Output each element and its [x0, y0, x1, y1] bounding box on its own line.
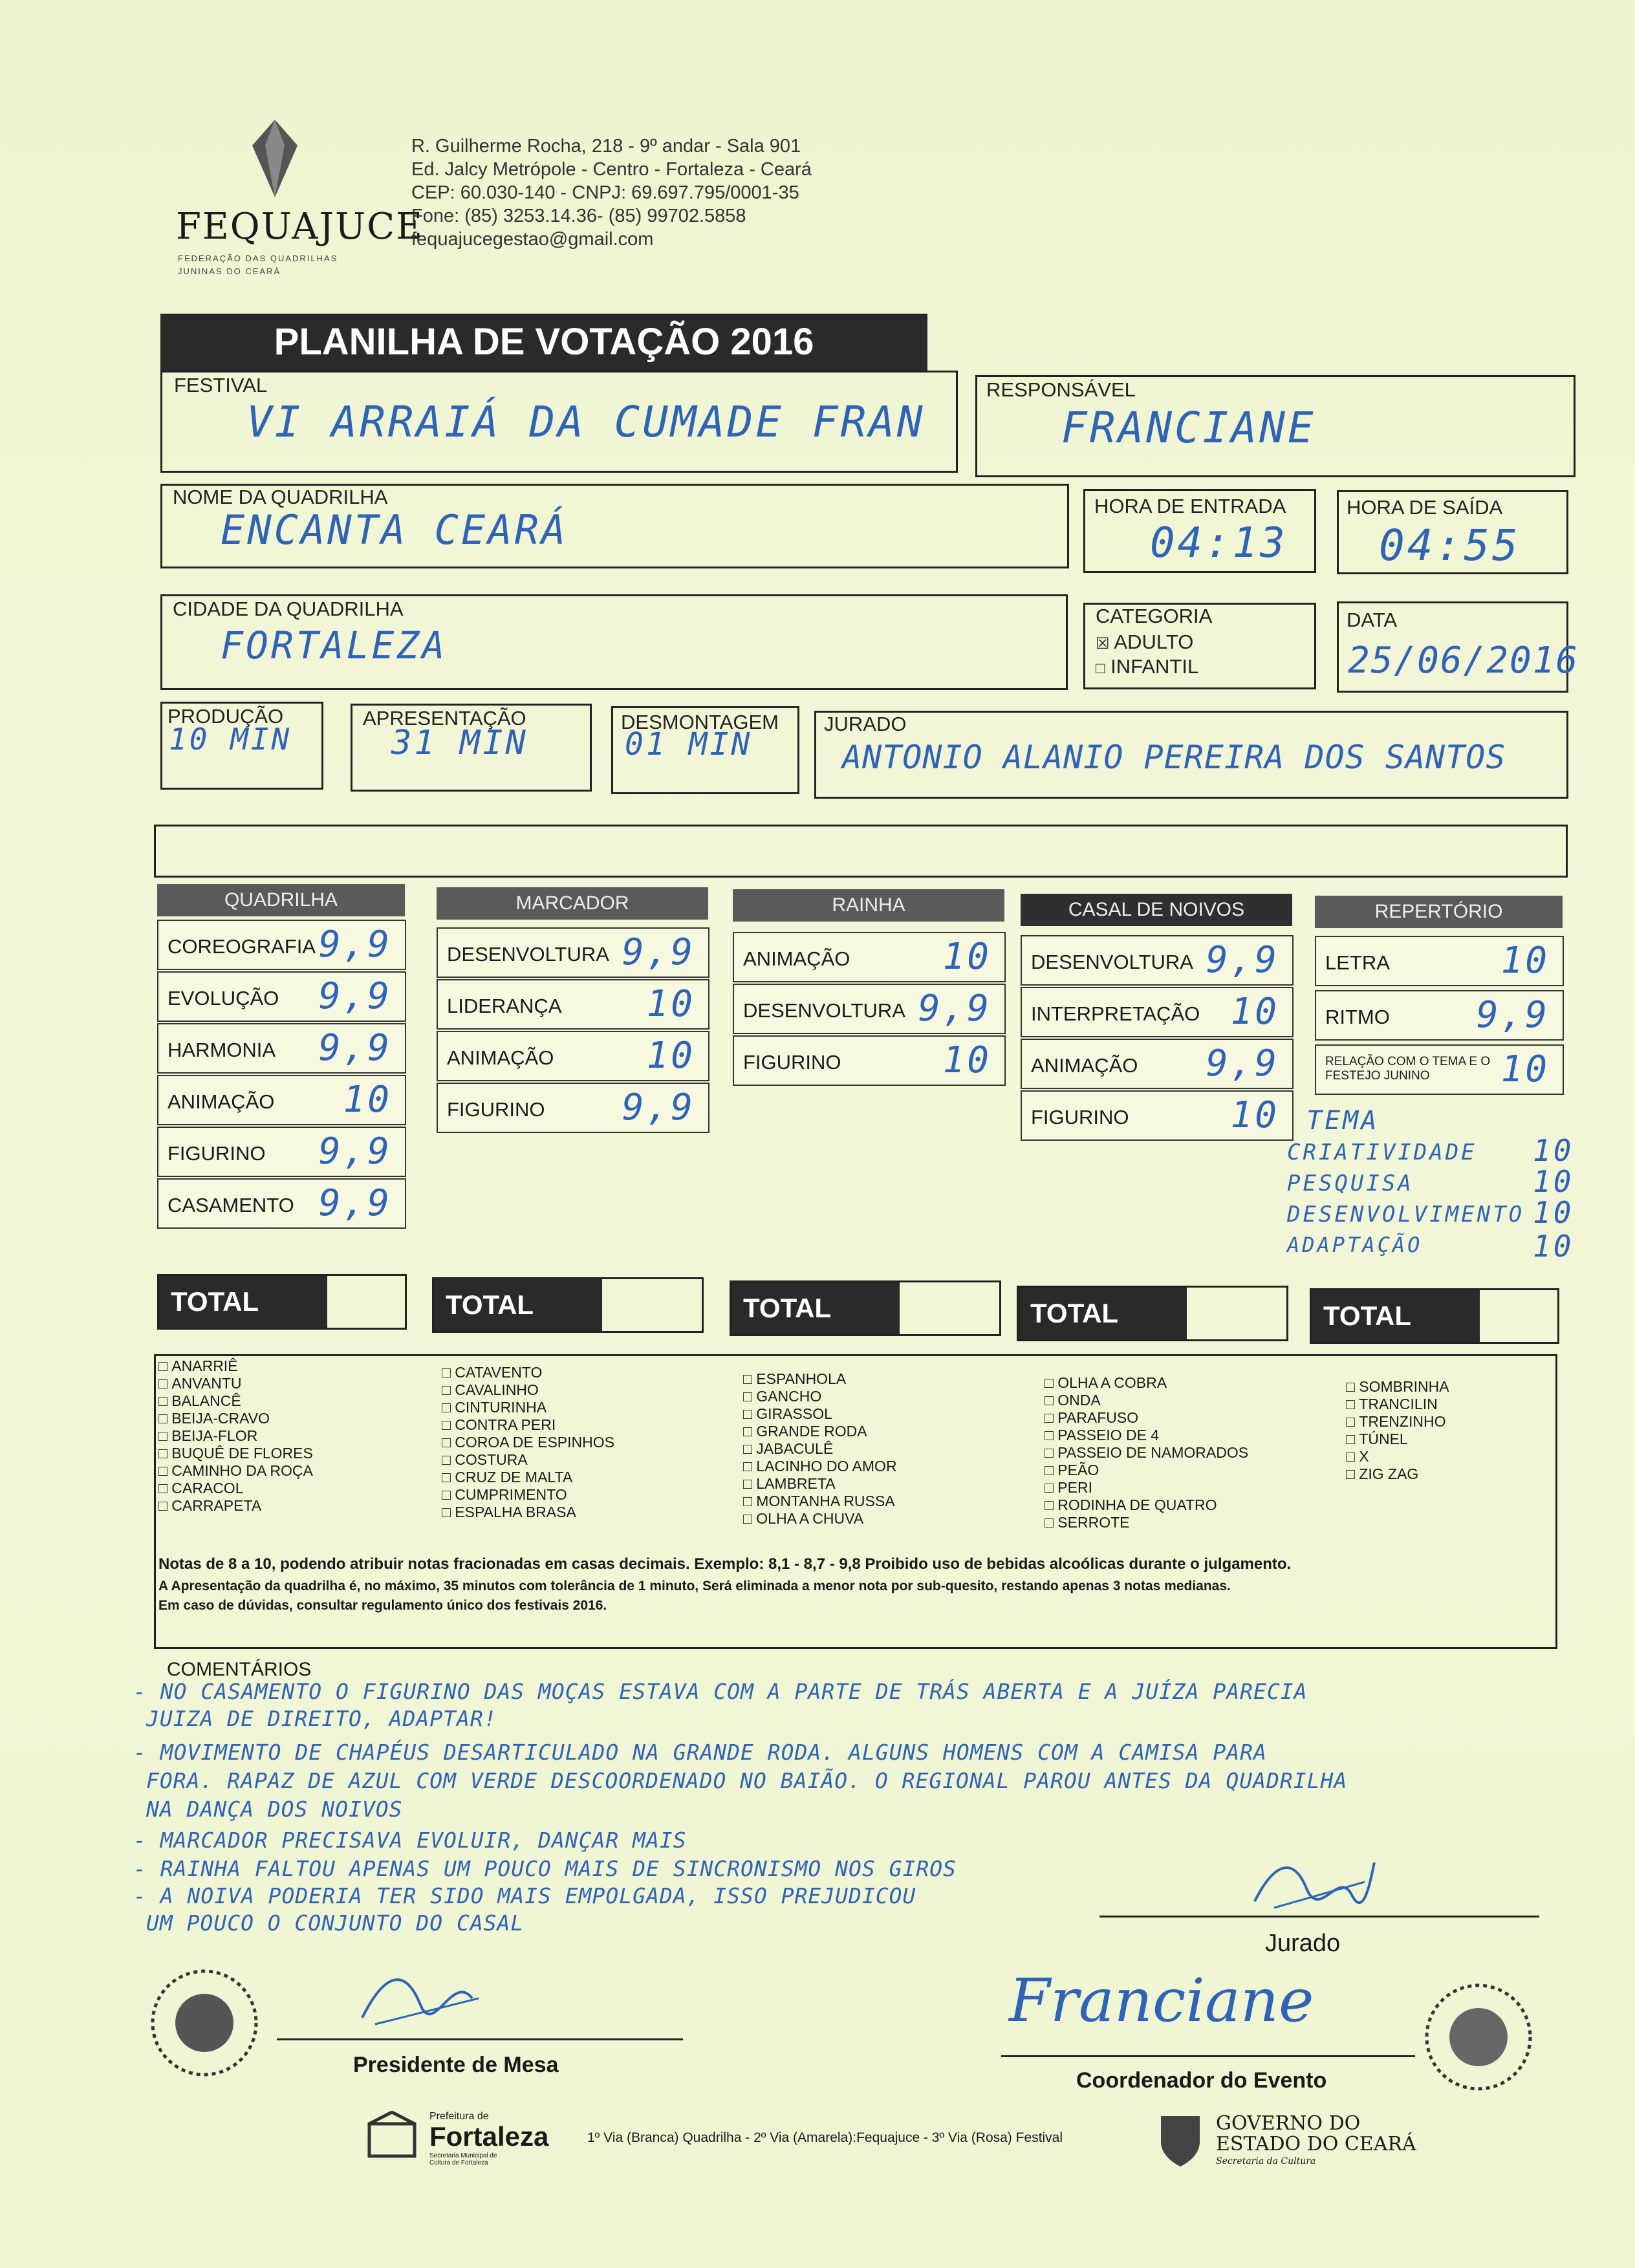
score-row[interactable]: LETRA 10	[1315, 936, 1564, 986]
coordenador-signature-line	[1001, 2055, 1415, 2057]
jurado-field[interactable]: JURADO ANTONIO ALANIO PEREIRA DOS SANTOS	[814, 711, 1568, 799]
coordenador-caption: Coordenador do Evento	[1076, 2068, 1327, 2093]
movements-col-3: □ ESPANHOLA □ GANCHO □ GIRASSOL □ GRANDE RODA □ JABACULÊ □ LACINHO DO AMOR □ LAMBRETA □ MONTANHA RUSSA □ OLHA A CHUVA	[743, 1370, 897, 1528]
jurado-signature	[1248, 1850, 1378, 1921]
org-subtitle-2: JUNINAS DO CEARÁ	[178, 266, 281, 276]
movements-col-5: □ SOMBRINHA □ TRANCILIN □ TRENZINHO □ TÚNEL □ X □ ZIG ZAG	[1346, 1378, 1449, 1483]
categoria-infantil-checkbox[interactable]: □ INFANTIL	[1096, 655, 1199, 678]
note-2: A Apresentação da quadrilha é, no máximo, 35 minutos com tolerância de 1 minuto, Será eliminada a menor nota por sub-quesito, restando apenas 3 notas medianas.	[158, 1579, 1231, 1593]
fequajuce-logo-icon	[252, 120, 298, 197]
total-rainha[interactable]: TOTAL	[730, 1280, 1001, 1336]
total-quadrilha[interactable]: TOTAL	[157, 1274, 407, 1330]
voting-sheet: FEQUAJUCE FEDERAÇÃO DAS QUADRILHAS JUNINAS DO CEARÁ R. Guilherme Rocha, 218 - 9º andar - Sala 901 Ed. Jalcy Metrópole - Centro - Fortaleza - Ceará CEP: 60.030-140 - CNPJ: 69.697.795/0001-35 Fone: (85) 3253.14.36- (85) 99702.5858 fequajucegestao@gmail.com PLANILHA DE VOTAÇÃO 2016 FESTIVAL VI ARRAIÁ DA CUMADE FRAN RESPONSÁVEL FRANCIANE NOME DA QUADRILHA ENCANTA CEARÁ HORA DE ENTRADA 04:13 HORA DE SAÍDA 04:55 CIDADE DA QUADRILHA FORTALEZA CATEGORIA ☒ ADULTO □ INFANTIL DATA 25/06/2016 PRODUÇÃO 10 MIN APRESENTAÇÃO 31 MIN DESMONTAGEM 01 MIN JURADO ANTONIO ALANIO PEREIRA DOS SANTOS QUADRILHA COREOGRAFIA 9,9 EVOLUÇÃO 9,9 HARMONIA 9,9 ANIMAÇÃO 10 FIGURINO 9,9 CASAMENTO 9,9 MARCADOR DESENVOLTURA 9,9 LIDERANÇA 10 ANIMAÇÃO 10 FIGURINO 9,9 RAINHA ANIMAÇÃO 10 DESENVOLTURA 9,9 FIGURINO 10 CASAL DE NOIVOS DESENVOLTURA 9,9 INTERPRETAÇÃO 10 ANIMAÇÃO 9,9 FIGURINO 10 REPERTÓRIO LETRA 10 RITMO 9,9 RELAÇÃO COM O TEMA E O FESTEJO JUNINO 10 TEMA CRIATIVIDADE 10 PESQUISA 10 DESENVOLVIMENTO 10 ADAPTAÇÃO 10 TOTAL TOTAL TOTAL TOTAL TOTAL □ ANARRIÊ □ ANVANTU □ BALANCÊ □ BEIJA-CRAVO □ BEIJA-FLOR □ BUQUÊ DE FLORES □ CAMINHO DA ROÇA □ CARACOL □ CARRAPETA □ CATAVENTO □ CAVALINHO □ CINTURINHA □ CONTRA PERI □ COROA DE ESPINHOS □ COSTURA □ CRUZ DE MALTA □ CUMPRIMENTO □ ESPALHA BRASA □ ESPANHOLA □ GANCHO □ GIRASSOL □ GRANDE RODA □ JABACULÊ □ LACINHO DO AMOR □ LAMBRETA □ MONTANHA RUSSA □ OLHA A CHUVA □ OLHA A COBRA □ ONDA □ PARAFUSO □ PASSEIO DE 4 □ PASSEIO DE NAMORADOS □ PEÃO □ PERI □ RODINHA DE QUATRO □ SERROTE □ SOMBRINHA □ TRANCILIN □ TRENZINHO □ TÚNEL □ X □ ZIG ZAG Notas de 8 a 10, podendo atribuir notas fracionadas em casas decimais. Exemplo: 8,1 - 8,7 - 9,8 Proibido uso de bebidas alcoólicas durante o julgamento. A Apresentação da quadrilha é, no máximo, 35 minutos com tolerância de 1 minuto, Será eliminada a menor nota por sub-quesito, restando apenas 3 notas medianas. Em caso de dúvidas, consultar regulamento único dos festivais 2016. COMENTÁRIOS - NO CASAMENTO O FIGURINO DAS MOÇAS ESTAVA COM A PARTE DE TRÁS ABERTA E A JUÍZA PARECIA JUIZA DE DIREITO, ADAPTAR! - MOVIMENTO DE CHAPÉUS DESARTICULADO NA GRANDE RODA. ALGUNS HOMENS COM A CAMISA PARA FORA. RAPAZ DE AZUL COM VERDE DESCOORDENADO NO BAIÃO. O REGIONAL PAROU ANTES DA QUADRILHA NA DANÇA DOS NOIVOS - MARCADOR PRECISAVA EVOLUIR, DANÇAR MAIS - RAINHA FALTOU APENAS UM POUCO MAIS DE SINCRONISMO NOS GIROS - A NOIVA PODERIA TER SIDO MAIS EMPOLGADA, ISSO PREJUDICOU UM POUCO O CONJUNTO DO CASAL Jurado Presidente de Mesa Franciane Coordenador do Evento Prefeitura de Fortaleza Secretaria Municipal de Cultura de Fortaleza 1º Via (Branca) Quadrilha - 2º Via (Amarela):Fequajuce - 3º Via (Rosa) Festival GOVERNO DO ESTADO DO CEARÁ Secretaria da Cultura	[0, 0, 1635, 2268]
prefeitura-sub: Secretaria Municipal de Cultura de Fortaleza	[429, 2152, 497, 2166]
score-row[interactable]: EVOLUÇÃO 9,9	[157, 971, 406, 1022]
prefeitura-emblem-icon	[360, 2111, 424, 2163]
total-repertorio[interactable]: TOTAL	[1310, 1288, 1559, 1344]
jurado-caption: Jurado	[1265, 1930, 1341, 1957]
gov-line-3: Secretaria da Cultura	[1216, 2156, 1316, 2166]
data-field[interactable]: DATA 25/06/2016	[1337, 601, 1568, 693]
presidente-caption: Presidente de Mesa	[353, 2053, 559, 2077]
total-casal-de-noivos[interactable]: TOTAL	[1017, 1286, 1288, 1341]
score-row[interactable]: ANIMAÇÃO 10	[157, 1075, 406, 1125]
categoria-adulto-checkbox[interactable]: ☒ ADULTO	[1096, 631, 1194, 653]
producao-field[interactable]: PRODUÇÃO 10 MIN	[160, 702, 323, 790]
movements-col-1: □ ANARRIÊ □ ANVANTU □ BALANCÊ □ BEIJA-CRAVO □ BEIJA-FLOR □ BUQUÊ DE FLORES □ CAMINHO DA ROÇA □ CARACOL □ CARRAPETA	[158, 1357, 313, 1515]
quadrilha-name-field[interactable]: NOME DA QUADRILHA ENCANTA CEARÁ	[160, 484, 1069, 568]
page-title: PLANILHA DE VOTAÇÃO 2016	[160, 314, 927, 371]
score-row[interactable]: DESENVOLTURA 9,9	[733, 984, 1006, 1034]
categoria-field[interactable]: CATEGORIA ☒ ADULTO □ INFANTIL	[1083, 603, 1316, 689]
checkbox-checked-icon: ☒	[1096, 635, 1110, 653]
score-row[interactable]: COREOGRAFIA 9,9	[157, 920, 406, 970]
score-row[interactable]: DESENVOLTURA 9,9	[1021, 935, 1294, 986]
confebraq-seal-icon	[146, 1965, 263, 2081]
unej-seal-icon	[1420, 1979, 1537, 2095]
score-row[interactable]: HARMONIA 9,9	[157, 1023, 406, 1074]
score-row[interactable]: ANIMAÇÃO 10	[733, 932, 1006, 982]
score-row[interactable]: RELAÇÃO COM O TEMA E O FESTEJO JUNINO 10	[1315, 1044, 1564, 1095]
responsavel-field[interactable]: RESPONSÁVEL FRANCIANE	[975, 375, 1575, 477]
copies-note: 1º Via (Branca) Quadrilha - 2º Via (Amarela):Fequajuce - 3º Via (Rosa) Festival	[587, 2130, 1063, 2145]
movements-box	[154, 1354, 1557, 1649]
org-subtitle-1: FEDERAÇÃO DAS QUADRILHAS	[178, 254, 338, 263]
score-row[interactable]: LIDERANÇA 10	[437, 979, 709, 1030]
presidente-signature	[349, 1960, 492, 2037]
festival-field[interactable]: FESTIVAL VI ARRAIÁ DA CUMADE FRAN	[160, 371, 958, 473]
score-row[interactable]: ANIMAÇÃO 10	[437, 1031, 709, 1081]
score-row[interactable]: CASAMENTO 9,9	[157, 1178, 406, 1229]
org-name: FEQUAJUCE	[176, 206, 424, 248]
score-row[interactable]: FIGURINO 10	[733, 1035, 1006, 1086]
gov-line-1: GOVERNO DO	[1216, 2112, 1361, 2135]
score-row[interactable]: ANIMAÇÃO 9,9	[1021, 1039, 1294, 1089]
apresentacao-field[interactable]: APRESENTAÇÃO 31 MIN	[351, 704, 592, 792]
checkbox-icon: □	[1096, 660, 1105, 677]
note-3: Em caso de dúvidas, consultar regulamento único dos festivais 2016.	[158, 1598, 607, 1613]
cidade-field[interactable]: CIDADE DA QUADRILHA FORTALEZA	[160, 594, 1068, 690]
blank-row	[154, 825, 1568, 878]
score-row[interactable]: FIGURINO 9,9	[157, 1127, 406, 1177]
movements-col-2: □ CATAVENTO □ CAVALINHO □ CINTURINHA □ CONTRA PERI □ COROA DE ESPINHOS □ COSTURA □ CRUZ DE MALTA □ CUMPRIMENTO □ ESPALHA BRASA	[442, 1364, 614, 1521]
desmontagem-field[interactable]: DESMONTAGEM 01 MIN	[611, 706, 799, 794]
score-row[interactable]: INTERPRETAÇÃO 10	[1021, 987, 1294, 1037]
gov-line-2: ESTADO DO CEARÁ	[1216, 2133, 1416, 2155]
movements-col-4: □ OLHA A COBRA □ ONDA □ PARAFUSO □ PASSEIO DE 4 □ PASSEIO DE NAMORADOS □ PEÃO □ PERI □ RODINHA DE QUATRO □ SERROTE	[1045, 1374, 1248, 1531]
org-address: R. Guilherme Rocha, 218 - 9º andar - Sala 901 Ed. Jalcy Metrópole - Centro - Fortaleza - Ceará CEP: 60.030-140 - CNPJ: 69.697.795/0001-35 Fone: (85) 3253.14.36- (85) 99702.5858 fequajucegestao@gmail.com	[411, 136, 812, 250]
score-row[interactable]: RITMO 9,9	[1315, 990, 1564, 1041]
total-marcador[interactable]: TOTAL	[432, 1277, 704, 1333]
score-row[interactable]: FIGURINO 10	[1021, 1090, 1294, 1141]
prefeitura-name: Fortaleza	[429, 2121, 549, 2152]
comentarios-label: COMENTÁRIOS	[167, 1659, 312, 1680]
prefeitura-small: Prefeitura de	[429, 2111, 489, 2122]
note-1: Notas de 8 a 10, podendo atribuir notas fracionadas em casas decimais. Exemplo: 8,1 - 8,7 - 9,8 Proibido uso de bebidas alcoólicas durante o julgamento.	[158, 1555, 1292, 1573]
coordenador-signature: Franciane	[1009, 1966, 1314, 2035]
jurado-signature-line	[1099, 1916, 1539, 1917]
hora-entrada-field[interactable]: HORA DE ENTRADA 04:13	[1083, 489, 1316, 573]
ceara-coat-of-arms-icon	[1158, 2110, 1203, 2168]
presidente-signature-line	[277, 2038, 683, 2040]
hora-saida-field[interactable]: HORA DE SAÍDA 04:55	[1337, 490, 1568, 574]
score-row[interactable]: FIGURINO 9,9	[437, 1083, 709, 1133]
score-row[interactable]: DESENVOLTURA 9,9	[437, 927, 709, 978]
